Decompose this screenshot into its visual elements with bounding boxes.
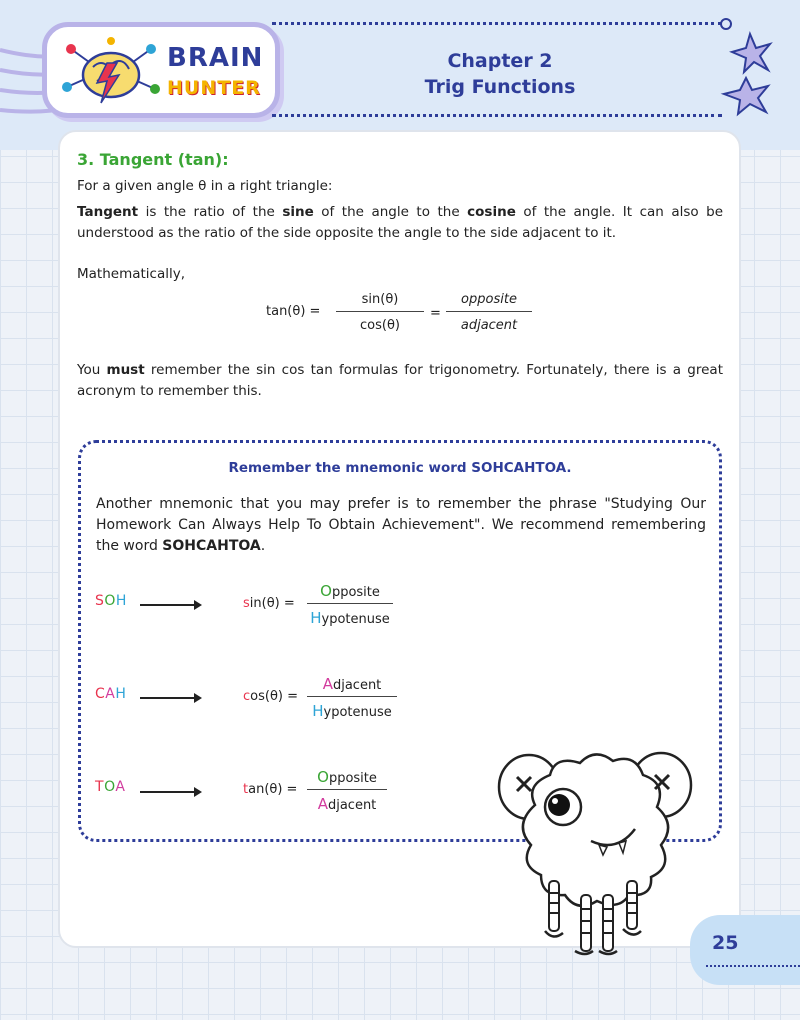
denominator-hypotenuse: Hypotenuse [310,609,390,627]
section-title: 3. Tangent (tan): [77,150,229,169]
definition-paragraph: Tangent is the ratio of the sine of the angle to the cosine of the angle. It can also be understood as the ratio of the side opposite the angle to the side adjacent to it. [77,204,724,241]
fraction-cah [307,675,397,720]
term-tangent: Tangent [77,204,139,220]
arrow-icon [140,697,200,699]
intro-text: For a given angle θ in a right triangle: [77,178,333,194]
chapter-heading [400,48,600,100]
logo-word-hunter: HUNTER [167,77,261,99]
numerator-opposite: Opposite [317,768,377,786]
chapter-number: Chapter 2 [447,50,553,72]
formula-sin: sin(θ) = [243,596,295,611]
denominator-adjacent: adjacent [460,318,518,333]
denominator-hypotenuse: Hypotenuse [312,702,392,720]
formula-lhs: tan(θ) = [266,304,321,319]
numerator-opposite: Opposite [320,582,380,600]
fraction-toa [307,768,387,813]
fraction-sin-cos [336,292,424,333]
numerator-opposite: opposite [461,292,517,307]
page-number: 25 [712,932,739,954]
term-sine: sine [282,204,314,220]
logo-word-brain: BRAIN [167,43,264,73]
denominator-adjacent: Adjacent [317,795,377,813]
formula-tan: tan(θ) = [243,782,298,797]
numerator-sin: sin(θ) [361,292,399,307]
numerator-adjacent: Adjacent [322,675,382,693]
fraction-soh [307,582,393,627]
denominator-cos: cos(θ) [360,318,400,333]
mnemonic-title: Remember the mnemonic word SOHCAHTOA. [228,460,572,476]
term-sohcahtoa: SOHCAHTOA [162,538,261,554]
math-label: Mathematically, [77,266,186,282]
acronym-toa: TOA [95,779,126,795]
mnemonic-paragraph: Another mnemonic that you may prefer is to remember the phrase "Studying Our Homework Can Always Help To Obtain Achievement". We recommend remembering the word SOHCAHTOA. [96,496,706,554]
formula-cos: cos(θ) = [243,689,299,704]
header-divider-bottom [272,114,722,117]
brand-logo [42,22,280,118]
chapter-title: Trig Functions [424,76,576,98]
arrow-icon [140,791,200,793]
star-doodle-icon [710,14,790,124]
acronym-soh: SOH [95,593,127,609]
term-cosine: cosine [467,204,516,220]
term-must: must [106,362,145,378]
page-number-tab [690,915,800,985]
fraction-opp-adj [446,292,532,333]
arrow-icon [140,604,200,606]
acronym-cah: CAH [95,686,127,702]
monster-mascot-icon [495,745,695,960]
page-number-underline [706,965,800,967]
must-remember-paragraph: You must remember the sin cos tan formulas for trigonometry. Fortunately, there is a great acronym to remember this. [77,362,723,399]
header-divider-top [272,22,722,25]
formula-equals: = [430,306,441,321]
brain-icon [61,37,161,107]
